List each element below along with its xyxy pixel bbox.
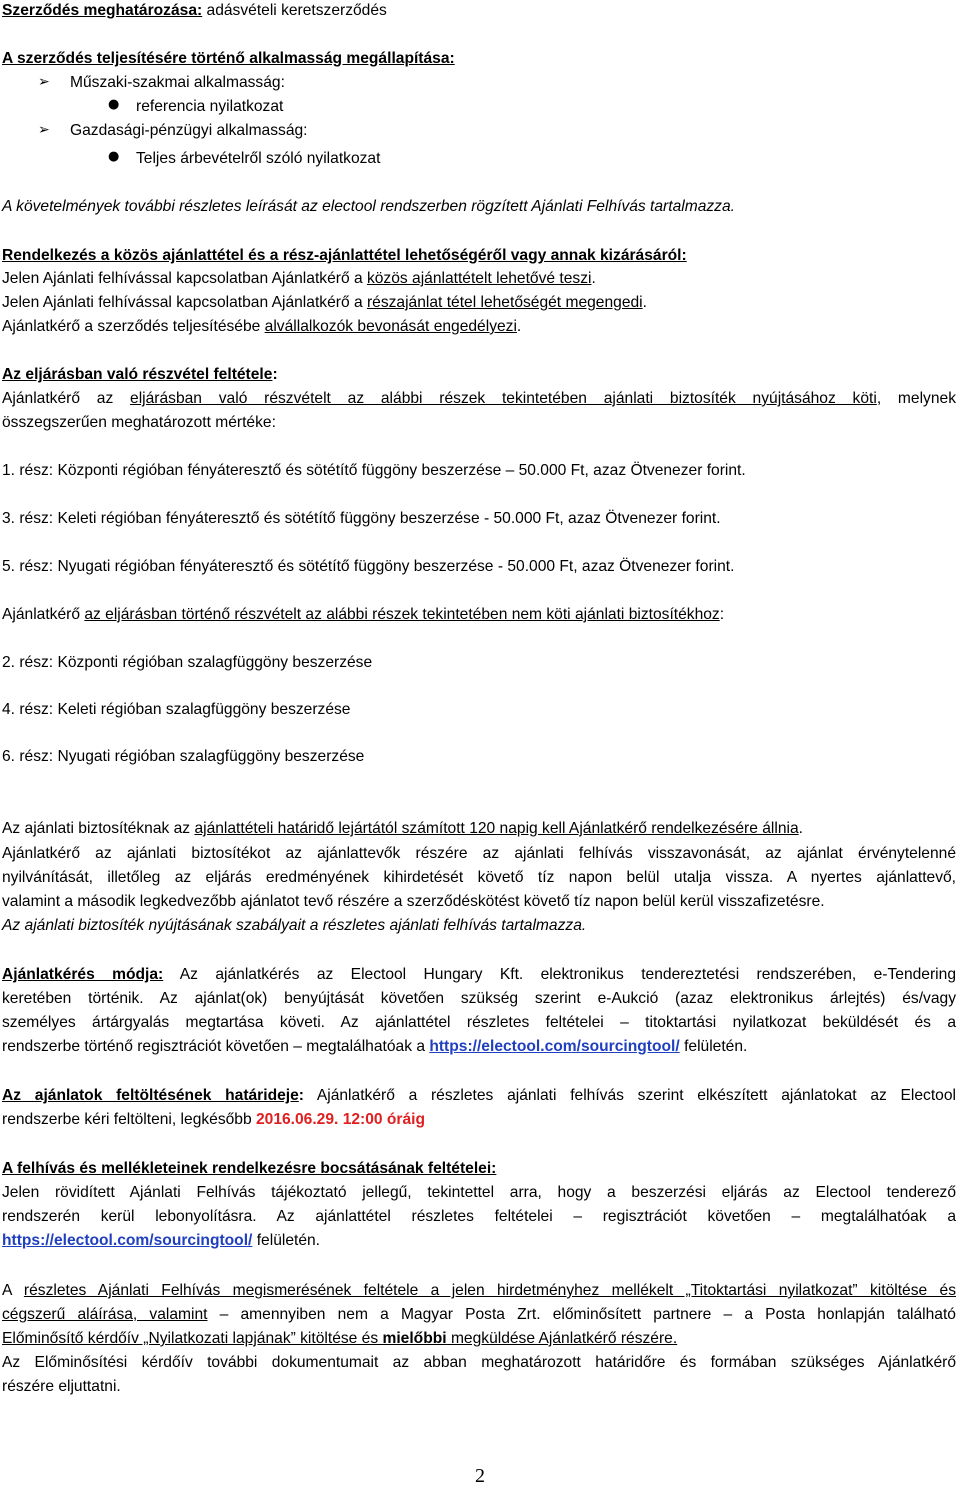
terms-line-1: [2, 1280, 956, 1302]
eligibility-subitem-reference: referencia nyilatkozat: [136, 98, 284, 115]
deadline-line-2-prefix: rendszerbe kéri feltölteni, legkésőbb: [2, 1111, 256, 1128]
deadline-date: 2016.06.29. 12:00 óráig: [255, 1111, 426, 1128]
bond-validity-prefix: Az ajánlati biztosítéknak az: [2, 820, 195, 837]
participation-title: Az eljárásban való részvétel feltétele: [2, 366, 273, 383]
electool-link-2[interactable]: https://electool.com/sourcingtool/: [2, 1232, 253, 1249]
availability-line-1: Jelen rövidített Ajánlati Felhívás tájékoztató jellegű, tekintettel arra, hogy a beszerzési eljárás az Electool tenderező: [2, 1184, 956, 1201]
request-method-line-1-rest: Az ajánlatkérés az Electool Hungary Kft. elektronikus tendereztetési rendszerében, e-Tendering: [163, 966, 956, 983]
joint-bid-line-3-underlined: alvállalkozók bevonását engedélyezi: [264, 318, 517, 335]
joint-bid-line-1: [2, 268, 596, 290]
bond-validity-suffix: .: [798, 820, 803, 837]
joint-bid-line-1-underlined: közös ajánlattételt lehetővé teszi: [366, 270, 592, 287]
round-bullet-icon: ●: [108, 149, 120, 164]
request-method-line-4: [2, 1036, 747, 1058]
arrow-bullet-icon: ➢: [38, 122, 50, 138]
participation-line-1-c: , melynek: [876, 390, 956, 407]
bond-validity-underlined: ajánlattételi határidő lejártától számított 120 napig kell Ajánlatkérő rendelkezésére állnia: [194, 820, 799, 837]
eligibility-note: A követelmények további részletes leírását az electool rendszerben rögzített Ajánlati Felhívás tartalmazza.: [2, 198, 735, 215]
joint-bid-line-3-end: .: [516, 318, 522, 335]
contract-type-line: [2, 0, 387, 22]
nobond-part-2: 2. rész: Központi régióban szalagfüggöny beszerzése: [2, 654, 373, 671]
electool-link[interactable]: https://electool.com/sourcingtool/: [429, 1038, 680, 1055]
page-number: 2: [475, 1465, 485, 1487]
nobond-part-6: 6. rész: Nyugati régióban szalagfüggöny beszerzése: [2, 748, 365, 765]
request-method-label: Ajánlatkérés módja:: [2, 966, 164, 983]
eligibility-subitem-revenue: Teljes árbevételről szóló nyilatkozat: [136, 150, 381, 167]
no-bond-suffix: :: [719, 606, 725, 623]
deadline-label: Az ajánlatok feltöltésének határideje: [2, 1087, 299, 1104]
joint-bid-line-2: [2, 292, 647, 314]
participation-line-2: összegszerűen meghatározott mértéke:: [2, 414, 276, 431]
bond-return-line-3: valamint a második legkedvezőbb ajánlatot tevő részére a szerződéskötést követő tíz napon belül kerül visszafizetésre.: [2, 893, 825, 910]
deadline-line-2: [2, 1109, 425, 1131]
arrow-bullet-icon: ➢: [38, 74, 50, 90]
no-bond-line: [2, 604, 724, 626]
terms-line-5: részére eljuttatni.: [2, 1378, 121, 1395]
terms-line-1-underlined: részletes Ajánlati Felhívás megismerésének feltétele a jelen hirdetményhez mellékelt „Titoktartási nyilatkozat” kitöltése és: [23, 1282, 957, 1299]
contract-value: adásvételi keretszerződés: [202, 2, 387, 19]
joint-bid-line-3: [2, 316, 521, 338]
deadline-label-colon: :: [298, 1087, 304, 1104]
joint-bid-heading: Rendelkezés a közös ajánlattétel és a rész-ajánlattétel lehetőségéről vagy annak kizárásáról:: [2, 247, 687, 264]
request-method-line-4-prefix: rendszerbe történő regisztrációt követően – megtalálhatóak a: [2, 1038, 430, 1055]
bond-return-line-2: nyilvánítását, illetőleg az eljárás eredményének kihirdetését követő tíz napon belül utalja vissza. A nyertes ajánlattevő,: [2, 869, 956, 886]
nobond-part-4: 4. rész: Keleti régióban szalagfüggöny beszerzése: [2, 701, 351, 718]
terms-line-1-a: A: [2, 1282, 24, 1299]
bond-part-5: 5. rész: Nyugati régióban fényáteresztő és sötétítő függöny beszerzése - 50.000 Ft, azaz Ötvenezer forint.: [2, 558, 735, 575]
joint-bid-line-1-text: Jelen Ajánlati felhívással kapcsolatban Ajánlatkérő a: [2, 270, 367, 287]
no-bond-prefix: Ajánlatkérő: [2, 606, 85, 623]
bond-part-3: 3. rész: Keleti régióban fényáteresztő és sötétítő függöny beszerzése - 50.000 Ft, azaz Ötvenezer forint.: [2, 510, 721, 527]
participation-title-colon: :: [272, 366, 278, 383]
joint-bid-line-2-underlined: részajánlat tétel lehetőségét megengedi: [366, 294, 643, 311]
availability-line-3-suffix: felületén.: [252, 1232, 321, 1249]
joint-bid-line-3-text: Ajánlatkérő a szerződés teljesítésébe: [2, 318, 265, 335]
terms-line-3: [2, 1328, 677, 1350]
bond-italic-note: Az ajánlati biztosíték nyújtásának szabályait a részletes ajánlati felhívás tartalmazza.: [2, 917, 587, 934]
request-method-line-3: személyes ártárgyalás megtartása követi. Az ajánlattétel részletes feltételei – titoktartási nyilatkozat beküldését és a: [2, 1014, 956, 1031]
terms-line-2-b: – amennyiben nem a Magyar Posta Zrt. előminősített partnere – a Posta honlapján található: [207, 1306, 956, 1323]
availability-line-2: rendszerén kerül lebonyolításra. Az ajánlattétel részletes feltételei – regisztrációt követően – megtalálhatóak a: [2, 1208, 956, 1225]
request-method-line-4-suffix: felületén.: [679, 1038, 748, 1055]
joint-bid-line-2-end: .: [642, 294, 647, 311]
availability-heading: A felhívás és mellékleteinek rendelkezésre bocsátásának feltételei:: [2, 1160, 497, 1177]
eligibility-item-technical: Műszaki-szakmai alkalmasság:: [70, 74, 285, 91]
contract-label: Szerződés meghatározása:: [2, 2, 203, 19]
participation-line-1: [2, 388, 956, 410]
terms-line-3-underlined-c: megküldése Ajánlatkérő részére.: [446, 1330, 678, 1347]
terms-line-4: Az Előminősítési kérdőív további dokumentumait az abban meghatározott határidőre és formában szükséges Ajánlatkérő: [2, 1354, 956, 1371]
participation-line-1-underlined: eljárásban való részvételt az alábbi részek tekintetében ajánlati biztosíték nyújtásához köti: [130, 390, 877, 407]
terms-line-3-underlined-a: Előminősítő kérdőív „Nyilatkozati lapjának” kitöltése és: [2, 1330, 383, 1347]
eligibility-item-financial: Gazdasági-pénzügyi alkalmasság:: [70, 122, 308, 139]
deadline-line-1-rest: Ajánlatkérő a részletes ajánlati felhívás szerint elkészített ajánlatokat az Electool: [304, 1087, 956, 1104]
terms-line-2-underlined: cégszerű aláírása, valamint: [2, 1306, 208, 1323]
request-method-line-2: keretében történik. Az ajánlat(ok) benyújtását követően szükség szerint e-Aukció (azaz elektronikus árlejtés) és/vagy: [2, 990, 956, 1007]
availability-line-3: [2, 1230, 320, 1252]
deadline-line-1: [2, 1085, 956, 1107]
request-method-line-1: [2, 964, 956, 986]
no-bond-underlined: az eljárásban történő részvételt az alábbi részek tekintetében nem köti ajánlati biztosítékhoz: [84, 606, 720, 623]
bond-validity-line: [2, 818, 803, 840]
bond-return-line-1: Ajánlatkérő az ajánlati biztosítékot az ajánlattevők részére az ajánlati felhívás visszavonását, az ajánlat érvénytelenné: [2, 845, 956, 862]
joint-bid-line-1-end: .: [591, 270, 596, 287]
terms-line-3-bold: mielőbbi: [382, 1330, 447, 1347]
joint-bid-line-2-text: Jelen Ajánlati felhívással kapcsolatban Ajánlatkérő a: [2, 294, 367, 311]
terms-line-2: [2, 1304, 956, 1326]
eligibility-heading: A szerződés teljesítésére történő alkalmasság megállapítása:: [2, 50, 455, 67]
participation-heading: [2, 364, 278, 386]
bond-part-1: 1. rész: Központi régióban fényáteresztő és sötétítő függöny beszerzése – 50.000 Ft, azaz Ötvenezer forint.: [2, 462, 746, 479]
round-bullet-icon: ●: [108, 97, 120, 112]
participation-line-1-a: Ajánlatkérő az: [2, 390, 131, 407]
